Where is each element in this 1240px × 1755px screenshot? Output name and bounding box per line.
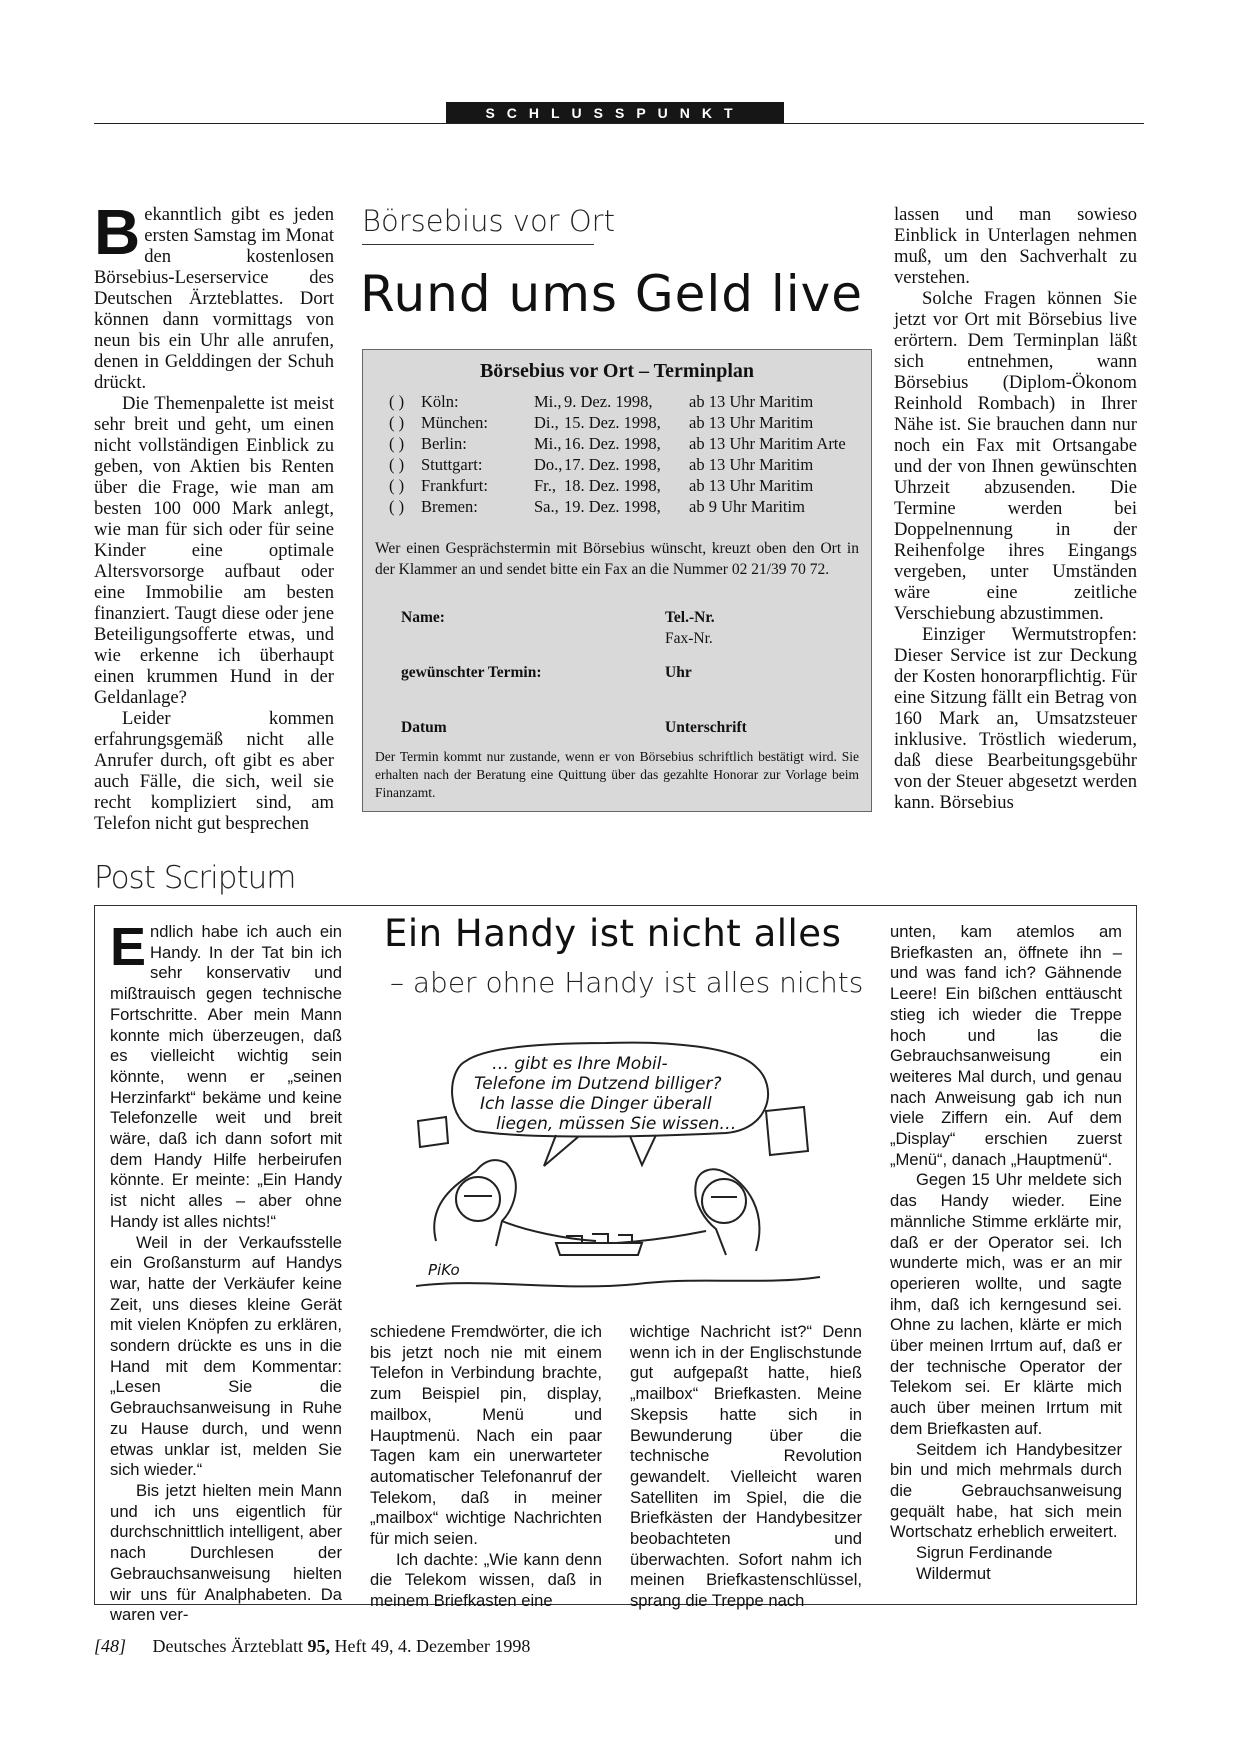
row-time: ab 13 Uhr Maritim	[689, 392, 814, 411]
terminplan-box	[362, 349, 872, 812]
row-time: ab 9 Uhr Maritim	[689, 497, 805, 516]
row-day: Mi.,	[534, 434, 562, 453]
paragraph: Einziger Wermutstropfen: Dieser Service ist zur Deckung der Kosten honorarpflichtig. Für eine Sitzung fällt ein Betrag von 160 Mark an, Umsatzsteuer inklusive. Tröstlich wiederum, daß diese Bearbeitungsgebühr von der Steuer abgesetzt werden kann. Börsebius	[894, 624, 1137, 813]
ps-column-1	[110, 917, 342, 1626]
ps-column-2	[370, 1322, 602, 1612]
speech-line-3: Ich lasse die Dinger überall	[480, 1094, 712, 1114]
terminplan-row	[389, 434, 859, 455]
author-surname: Wildermut	[916, 1563, 991, 1583]
paragraph: ndlich habe ich auch ein Handy. In der Tat bin ich sehr konservativ und mißtrauisch gegen technische Fortschritte. Aber mein Mann konnte mich überzeugen, daß es vielleicht wichtig sein könnte, wenn er „seinen Herzinfarkt“ bekäme und keine Telefonzelle weit und breit wäre, daß ich dann sofort mit dem Handy Hilfe herbeirufen könnte. Er meinte: „Ein Handy ist nicht alles – aber ohne Handy ist alles nichts!“	[110, 922, 342, 1231]
terminplan-note: Der Termin kommt nur zustande, wenn er von Börsebius schriftlich bestätigt wird. Sie erhalten nach der Beratung eine Quittung über das gezahlte Honorar zur Vorlage beim Finanzamt.	[375, 749, 859, 800]
terminplan-row	[389, 413, 859, 434]
dropcap: E	[110, 917, 147, 977]
row-date: 17. Dez. 1998,	[564, 455, 661, 474]
row-time: ab 13 Uhr Maritim	[689, 476, 814, 495]
checkbox-bracket[interactable]: ( )	[389, 413, 405, 432]
row-date: 18. Dez. 1998,	[564, 476, 661, 495]
cartoon-illustration	[406, 1031, 826, 1301]
post-scriptum-title: Post Scriptum	[94, 860, 296, 896]
row-day: Sa.,	[534, 497, 559, 516]
paragraph: Leider kommen erfahrungsgemäß nicht alle Anrufer durch, oft gibt es aber auch Fälle, die sich, weil sie recht kompliziert sind, am Telefon nicht gut besprechen	[94, 708, 334, 834]
terminplan-list	[389, 392, 859, 518]
ps-column-3	[630, 1322, 862, 1612]
paragraph: Bis jetzt hielten mein Mann und ich uns eigentlich für durchschnittlich intelligent, aber nach Durchlesen der Gebrauchsanweisung hielten wir uns für Analphabeten. Da waren ver-	[110, 1480, 342, 1625]
checkbox-bracket[interactable]: ( )	[389, 434, 405, 453]
journal-name: Deutsches Ärzteblatt	[152, 1636, 303, 1656]
row-date: 19. Dez. 1998,	[564, 497, 661, 516]
speech-line-4: liegen, müssen Sie wissen…	[496, 1114, 737, 1134]
paragraph: Weil in der Verkaufsstelle ein Großansturm auf Handys war, hatte der Verkäufer keine Zeit, uns dieses kleine Gerät mit vielen Knöpfen zu erklären, sondern drückte es uns in die Hand mit dem Kommentar: „Lesen Sie die Gebrauchsanweisung in Ruhe zu Hause durch, und wenn etwas unklar ist, melden Sie sich wieder.“	[110, 1232, 342, 1480]
author-name: Sigrun Ferdinande	[916, 1543, 1053, 1563]
terminplan-title: Börsebius vor Ort – Terminplan	[479, 360, 755, 382]
checkbox-bracket[interactable]: ( )	[389, 476, 405, 495]
row-day: Di.,	[534, 413, 559, 432]
row-city: Berlin:	[421, 434, 467, 453]
row-city: München:	[421, 413, 488, 432]
paragraph: Seitdem ich Handybesitzer bin und mich mehrmals durch die Gebrauchsanweisung gequält habe, hat sich mein Wortschatz erheblich erweitert.	[890, 1439, 1122, 1542]
signature-field[interactable]: Unterschrift	[665, 719, 747, 736]
paragraph: unten, kam atemlos am Briefkasten an, öffnete ihn – und was fand ich? Gähnende Leere! Ein bißchen enttäuscht stieg ich wieder die Treppe hoch und las die Gebrauchsanweisung ein weiteres Mal durch, und genau nach Anweisung gab ich nun viele Ziffern ein. Auf dem „Display“ erschien zuerst „Menü“, danach „Hauptmenü“.	[890, 922, 1122, 1169]
datum-field[interactable]: Datum	[401, 719, 447, 736]
paragraph: Gegen 15 Uhr meldete sich das Handy wieder. Eine männliche Stimme erklärte mir, daß er der Operator sei. Ich wunderte mich, was er an mir operieren wollte, und sagte ihm, daß ich kerngesund sei. Ohne zu lachen, klärte er mich über meinen Irrtum auf, daß er der technische Operator der Telekom sei. Er klärte mich auch über meinen Irrtum mit dem Briefkasten auf.	[890, 1170, 1122, 1438]
row-time: ab 13 Uhr Maritim	[689, 413, 814, 432]
uhr-field[interactable]: Uhr	[665, 664, 692, 681]
journal-issue: Heft 49, 4. Dezember 1998	[334, 1636, 531, 1656]
page-number: [48]	[94, 1636, 127, 1656]
row-day: Do.,	[534, 455, 563, 474]
kicker: Börsebius vor Ort	[362, 204, 594, 245]
article-column-1	[94, 196, 334, 834]
paragraph: schiedene Fremdwörter, die ich bis jetzt noch nie mit einem Telefon in Verbindung brachte, zum Beispiel pin, display, mailbox, Menü und Hauptmenü. Nach ein paar Tagen kam ein unerwarteter automatischer Telefonanruf der Telekom, daß in meiner „mailbox“ wichtige Nachrichten für mich seien.	[370, 1322, 602, 1549]
paragraph: ekanntlich gibt es jeden ersten Samstag im Monat den kostenlosen Börsebius-Leserservice des Deutschen Ärzteblattes. Dort können dann vormittags von neun bis ein Uhr alle anrufen, denen in Gelddingen der Schuh drückt.	[94, 204, 334, 393]
terminplan-row	[389, 476, 859, 497]
row-time: ab 13 Uhr Maritim Arte	[689, 434, 846, 453]
terminplan-row	[389, 455, 859, 476]
section-label: SCHLUSSPUNKT	[446, 102, 784, 124]
checkbox-bracket[interactable]: ( )	[389, 455, 405, 474]
article-column-3	[894, 204, 1137, 813]
cartoon-signature: PiKo	[428, 1261, 460, 1279]
tel-field[interactable]: Tel.-Nr.	[665, 609, 715, 626]
paragraph: Solche Fragen können Sie jetzt vor Ort mit Börsebius live erörtern. Dem Terminplan läßt sich entnehmen, wann Börsebius (Diplom-Ökonom Reinhold Rombach) in Ihrer Nähe ist. Sie brauchen dann nur noch ein Fax mit Ortsangabe und der von Ihnen gewünschten Uhrzeit abzusenden. Die Termine werden bei Doppelnennung in der Reihenfolge ihres Eingangs vergeben, unter Umständen wäre eine zeitliche Verschiebung abzustimmen.	[894, 288, 1137, 624]
page-footer	[94, 1636, 530, 1657]
row-city: Bremen:	[421, 497, 478, 516]
speech-line-2: Telefone im Dutzend billiger?	[474, 1074, 722, 1094]
row-day: Fr.,	[534, 476, 557, 495]
terminplan-instructions: Wer einen Gesprächstermin mit Börsebius wünscht, kreuzt oben den Ort in der Klammer an und sendet bitte ein Fax an die Nummer 02 21/39 70 72.	[375, 540, 859, 578]
fax-field[interactable]: Fax-Nr.	[665, 630, 713, 647]
row-city: Stuttgart:	[421, 455, 483, 474]
termin-field[interactable]: gewünschter Termin:	[401, 664, 542, 681]
paragraph: Ich dachte: „Wie kann denn die Telekom wissen, daß in meinem Briefkasten eine	[370, 1549, 602, 1611]
terminplan-row	[389, 497, 859, 518]
speech-line-1: … gibt es Ihre Mobil-	[492, 1054, 668, 1074]
paragraph: Die Themenpalette ist meist sehr breit und geht, um einen nicht vollständigen Einblick zu geben, von Aktien bis Renten über die Frage, wie man am besten 100 000 Mark anlegt, wie man für sich oder für seine Kinder eine optimale Altersvorsorge aufbaut oder eine Immobilie am besten finanziert. Taugt diese oder jene Beteiligungsofferte etwas, und wie erkenne ich überhaupt einen krummen Hund in der Geldanlage?	[94, 393, 334, 708]
row-city: Köln:	[421, 392, 459, 411]
dropcap: B	[94, 196, 141, 268]
row-date: 9. Dez. 1998,	[564, 392, 653, 411]
row-date: 15. Dez. 1998,	[564, 413, 661, 432]
ps-subheadline: – aber ohne Handy ist alles nichts	[390, 966, 864, 999]
ps-column-4	[890, 922, 1122, 1585]
row-city: Frankfurt:	[421, 476, 488, 495]
headline: Rund ums Geld live	[360, 265, 864, 323]
terminplan-row	[389, 392, 859, 413]
row-date: 16. Dez. 1998,	[564, 434, 661, 453]
paragraph: lassen und man sowieso Einblick in Unterlagen nehmen muß, um den Sachverhalt zu verstehen.	[894, 204, 1137, 288]
ps-headline: Ein Handy ist nicht alles	[384, 912, 842, 955]
checkbox-bracket[interactable]: ( )	[389, 497, 405, 516]
row-time: ab 13 Uhr Maritim	[689, 455, 814, 474]
name-field[interactable]: Name:	[401, 609, 445, 626]
journal-volume: 95,	[307, 1636, 330, 1656]
row-day: Mi.,	[534, 392, 562, 411]
checkbox-bracket[interactable]: ( )	[389, 392, 405, 411]
header-rule	[94, 123, 1144, 124]
paragraph: wichtige Nachricht ist?“ Denn wenn ich in der Englischstunde gut aufgepaßt hatte, hieß „mailbox“ Briefkasten. Meine Skepsis hatte sich in Bewunderung über die technische Revolution gewandelt. Vielleicht waren Satelliten im Spiel, die die Briefkästen der Handybesitzer beobachteten und überwachten. Sofort nahm ich meinen Briefkastenschlüssel, sprang die Treppe nach	[630, 1322, 862, 1611]
